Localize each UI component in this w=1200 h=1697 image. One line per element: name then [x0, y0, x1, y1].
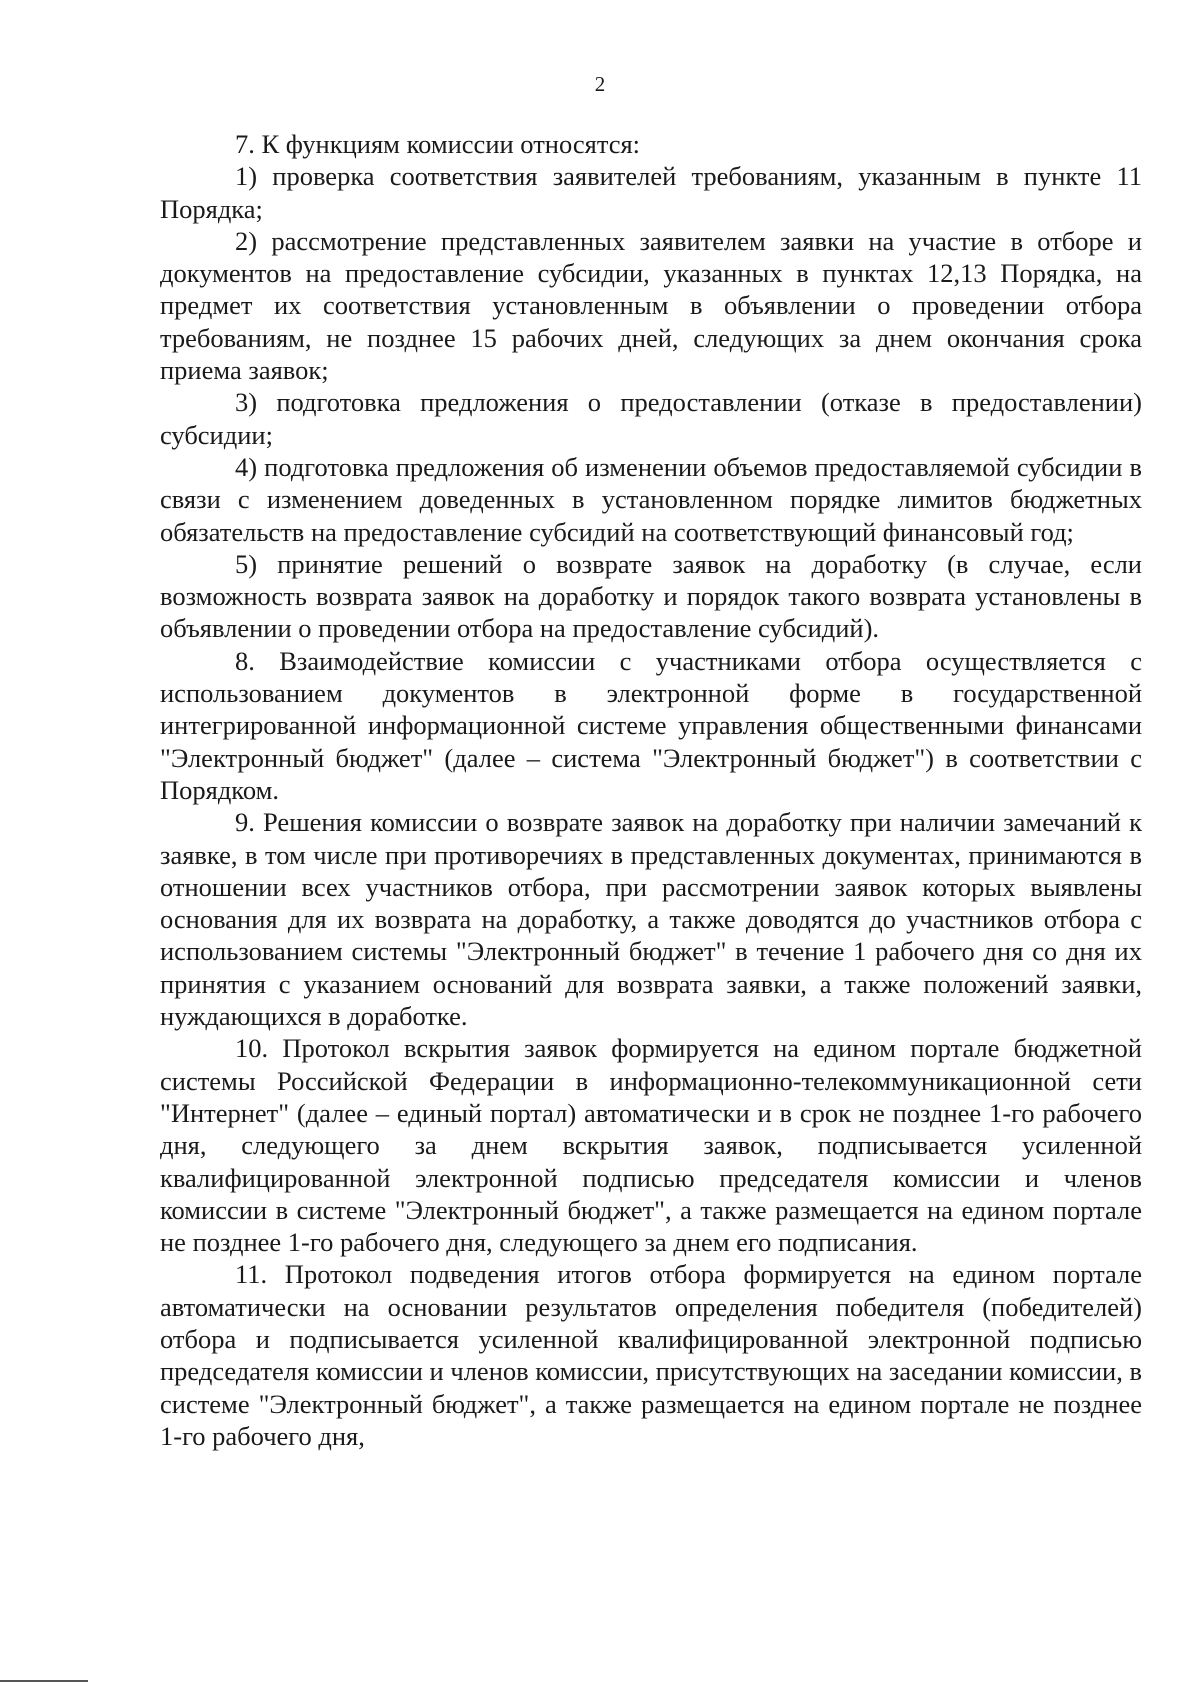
- paragraph-8: 8. Взаимодействие комиссии с участниками отбора осуществляется с использованием документов в электронной форме в государственной интегрированной информационной системе управления общественными финансами "Электронный бюджет" (далее – система "Электронный бюджет") в соответствии с Порядком.: [160, 645, 1142, 805]
- paragraph-7-2: 2) рассмотрение представленных заявителем заявки на участие в отборе и документов на предоставление субсидии, указанных в пунктах 12,13 Порядка, на предмет их соответствия установленным в объявлении о проведении отбора требованиям, не позднее 15 рабочих дней, следующих за днем окончания срока приема заявок;: [160, 225, 1142, 386]
- paragraph-11: 11. Протокол подведения итогов отбора формируется на едином портале автоматически на основании результатов определения победителя (победителей) отбора и подписывается усиленной квалифицированной электронной подписью председателя комиссии и членов комиссии, присутствующих на заседании комиссии, в системе "Электронный бюджет", а также размещается на едином портале не позднее 1-го рабочего дня,: [160, 1259, 1142, 1451]
- paragraph-7: 7. К функциям комиссии относятся:: [235, 129, 641, 159]
- paragraph-7-1: 1) проверка соответствия заявителей требованиям, указанным в пункте 11 Порядка;: [160, 161, 1142, 224]
- paragraph-7-3: 3) подготовка предложения о предоставлении (отказе в предоставлении) субсидии;: [160, 387, 1142, 450]
- scan-artifact-line: [0, 1680, 88, 1682]
- paragraph-10: 10. Протокол вскрытия заявок формируется на едином портале бюджетной системы Российской Федерации в информационно-телекоммуникационной сети "Интернет" (далее – единый портал) автоматически и в срок не позднее 1-го рабочего дня, следующего за днем вскрытия заявок, подписывается усиленной квалифицированной электронной подписью председателя комиссии и членов комиссии в системе "Электронный бюджет", а также размещается на едином портале не позднее 1-го рабочего дня, следующего за днем его подписания.: [160, 1033, 1142, 1258]
- paragraph-7-5: 5) принятие решений о возврате заявок на доработку (в случае, если возможность возврата заявок на доработку и порядок такого возврата установлены в объявлении о проведении отбора на предоставление субсидий).: [160, 548, 1142, 644]
- document-body: [160, 128, 1142, 1452]
- page-number: 2: [594, 72, 606, 96]
- paragraph-9: 9. Решения комиссии о возврате заявок на доработку при наличии замечаний к заявке, в том числе при противоречиях в представленных документах, принимаются в отношении всех участников отбора, при рассмотрении заявок которых выявлены основания для их возврата на доработку, а также доводятся до участников отбора с использованием системы "Электронный бюджет" в течение 1 рабочего дня со дня их принятия с указанием оснований для возврата заявки, а также положений заявки, нуждающихся в доработке.: [160, 807, 1142, 1032]
- paragraph-7-4: 4) подготовка предложения об изменении объемов предоставляемой субсидии в связи с изменением доведенных в установленном порядке лимитов бюджетных обязательств на предоставление субсидий на соответствующий финансовый год;: [160, 451, 1142, 547]
